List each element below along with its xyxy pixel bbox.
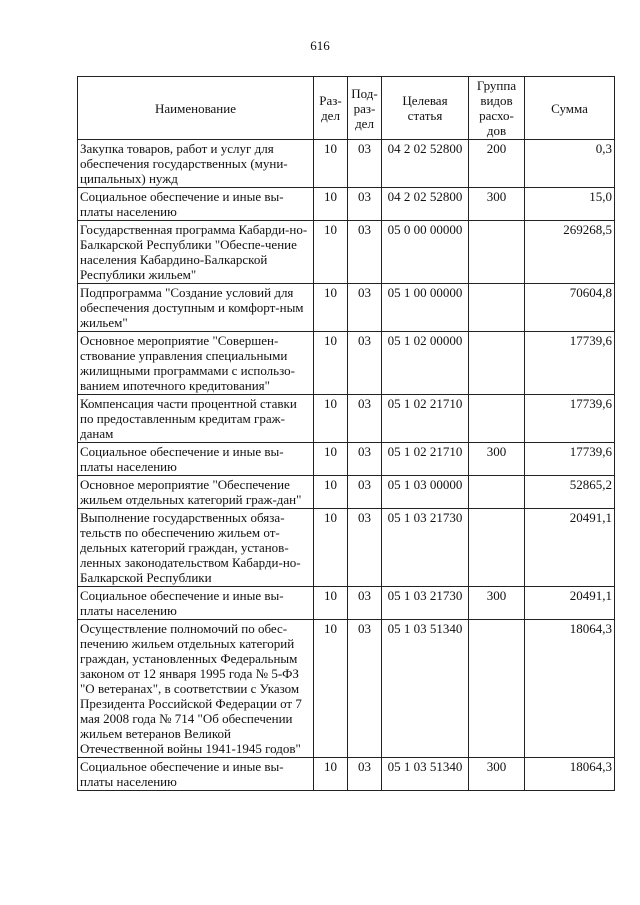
row-razdel: 10 [314,476,348,509]
row-gruppa [469,395,525,443]
row-summa: 18064,3 [525,758,615,791]
row-summa: 20491,1 [525,587,615,620]
row-summa: 18064,3 [525,620,615,758]
table-row [78,476,615,509]
row-name: Основное мероприятие "Обеспечение жильем отдельных категорий граж-дан" [78,476,314,509]
row-celevaya: 05 1 02 21710 [382,443,469,476]
row-podrazdel: 03 [348,284,382,332]
header-razdel: Раз- дел [314,77,348,140]
row-name: Подпрограмма "Создание условий для обеспечения доступным и комфорт-ным жильем" [78,284,314,332]
row-gruppa [469,332,525,395]
header-gruppa: Группа видов расхо- дов [469,77,525,140]
table-row [78,443,615,476]
row-name: Социальное обеспечение и иные вы-платы населению [78,188,314,221]
row-podrazdel: 03 [348,221,382,284]
row-celevaya: 04 2 02 52800 [382,188,469,221]
row-gruppa: 300 [469,188,525,221]
row-podrazdel: 03 [348,443,382,476]
row-name: Компенсация части процентной ставки по предоставленным кредитам граж-данам [78,395,314,443]
row-razdel: 10 [314,509,348,587]
row-gruppa: 200 [469,140,525,188]
row-summa: 17739,6 [525,332,615,395]
row-summa: 20491,1 [525,509,615,587]
header-podrazdel: Под- раз- дел [348,77,382,140]
table-row [78,395,615,443]
header-row [78,77,615,140]
table-row [78,188,615,221]
row-razdel: 10 [314,587,348,620]
row-celevaya: 04 2 02 52800 [382,140,469,188]
row-podrazdel: 03 [348,587,382,620]
table-row [78,221,615,284]
row-summa: 70604,8 [525,284,615,332]
row-gruppa: 300 [469,587,525,620]
header-name: Наименование [78,77,314,140]
row-podrazdel: 03 [348,476,382,509]
table-row [78,758,615,791]
row-celevaya: 05 1 03 21730 [382,509,469,587]
table-row [78,140,615,188]
row-celevaya: 05 1 03 21730 [382,587,469,620]
row-summa: 17739,6 [525,443,615,476]
row-celevaya: 05 1 00 00000 [382,284,469,332]
row-summa: 269268,5 [525,221,615,284]
row-razdel: 10 [314,221,348,284]
budget-table [77,76,615,791]
row-gruppa: 300 [469,443,525,476]
row-celevaya: 05 1 03 51340 [382,758,469,791]
row-celevaya: 05 1 02 21710 [382,395,469,443]
row-podrazdel: 03 [348,758,382,791]
row-razdel: 10 [314,188,348,221]
row-summa: 17739,6 [525,395,615,443]
table-row [78,620,615,758]
row-podrazdel: 03 [348,509,382,587]
row-gruppa [469,620,525,758]
row-name: Основное мероприятие "Совершен-ствование управления специальными жилищными программами с использо-ванием ипотечного кредитования" [78,332,314,395]
row-name: Социальное обеспечение и иные вы-платы населению [78,443,314,476]
row-podrazdel: 03 [348,395,382,443]
row-gruppa [469,476,525,509]
row-celevaya: 05 1 03 00000 [382,476,469,509]
row-razdel: 10 [314,620,348,758]
row-podrazdel: 03 [348,332,382,395]
row-podrazdel: 03 [348,620,382,758]
row-razdel: 10 [314,332,348,395]
table-row [78,509,615,587]
row-gruppa [469,509,525,587]
table-row [78,284,615,332]
row-gruppa [469,284,525,332]
row-name: Государственная программа Кабарди-но-Балкарской Республики "Обеспе-чение населения Кабардино-Балкарской Республики жильем" [78,221,314,284]
row-podrazdel: 03 [348,140,382,188]
row-summa: 52865,2 [525,476,615,509]
table-row [78,587,615,620]
row-celevaya: 05 1 02 00000 [382,332,469,395]
page-number: 616 [310,38,330,53]
row-gruppa [469,221,525,284]
row-razdel: 10 [314,140,348,188]
header-summa: Сумма [525,77,615,140]
row-razdel: 10 [314,395,348,443]
table-row [78,332,615,395]
row-razdel: 10 [314,284,348,332]
row-razdel: 10 [314,758,348,791]
row-podrazdel: 03 [348,188,382,221]
row-summa: 0,3 [525,140,615,188]
row-summa: 15,0 [525,188,615,221]
row-razdel: 10 [314,443,348,476]
row-name: Социальное обеспечение и иные вы-платы населению [78,587,314,620]
row-name: Закупка товаров, работ и услуг для обеспечения государственных (муни-ципальных) нужд [78,140,314,188]
row-name: Осуществление полномочий по обес-печению жильем отдельных категорий граждан, установленных Федеральным законом от 12 января 1995 года № 5-ФЗ "О ветеранах", в соответствии с Указом Президента Российской Федерации от 7 мая 2008 года № 714 "Об обеспечении жильем ветеранов Великой Отечественной войны 1941-1945 годов" [78,620,314,758]
header-celevaya: Целевая статья [382,77,469,140]
row-gruppa: 300 [469,758,525,791]
row-celevaya: 05 0 00 00000 [382,221,469,284]
row-celevaya: 05 1 03 51340 [382,620,469,758]
row-name: Социальное обеспечение и иные вы-платы населению [78,758,314,791]
row-name: Выполнение государственных обяза-тельств по обеспечению жильем от-дельных категорий граждан, установ-ленных законодательством Кабарди-но-Балкарской Республики [78,509,314,587]
